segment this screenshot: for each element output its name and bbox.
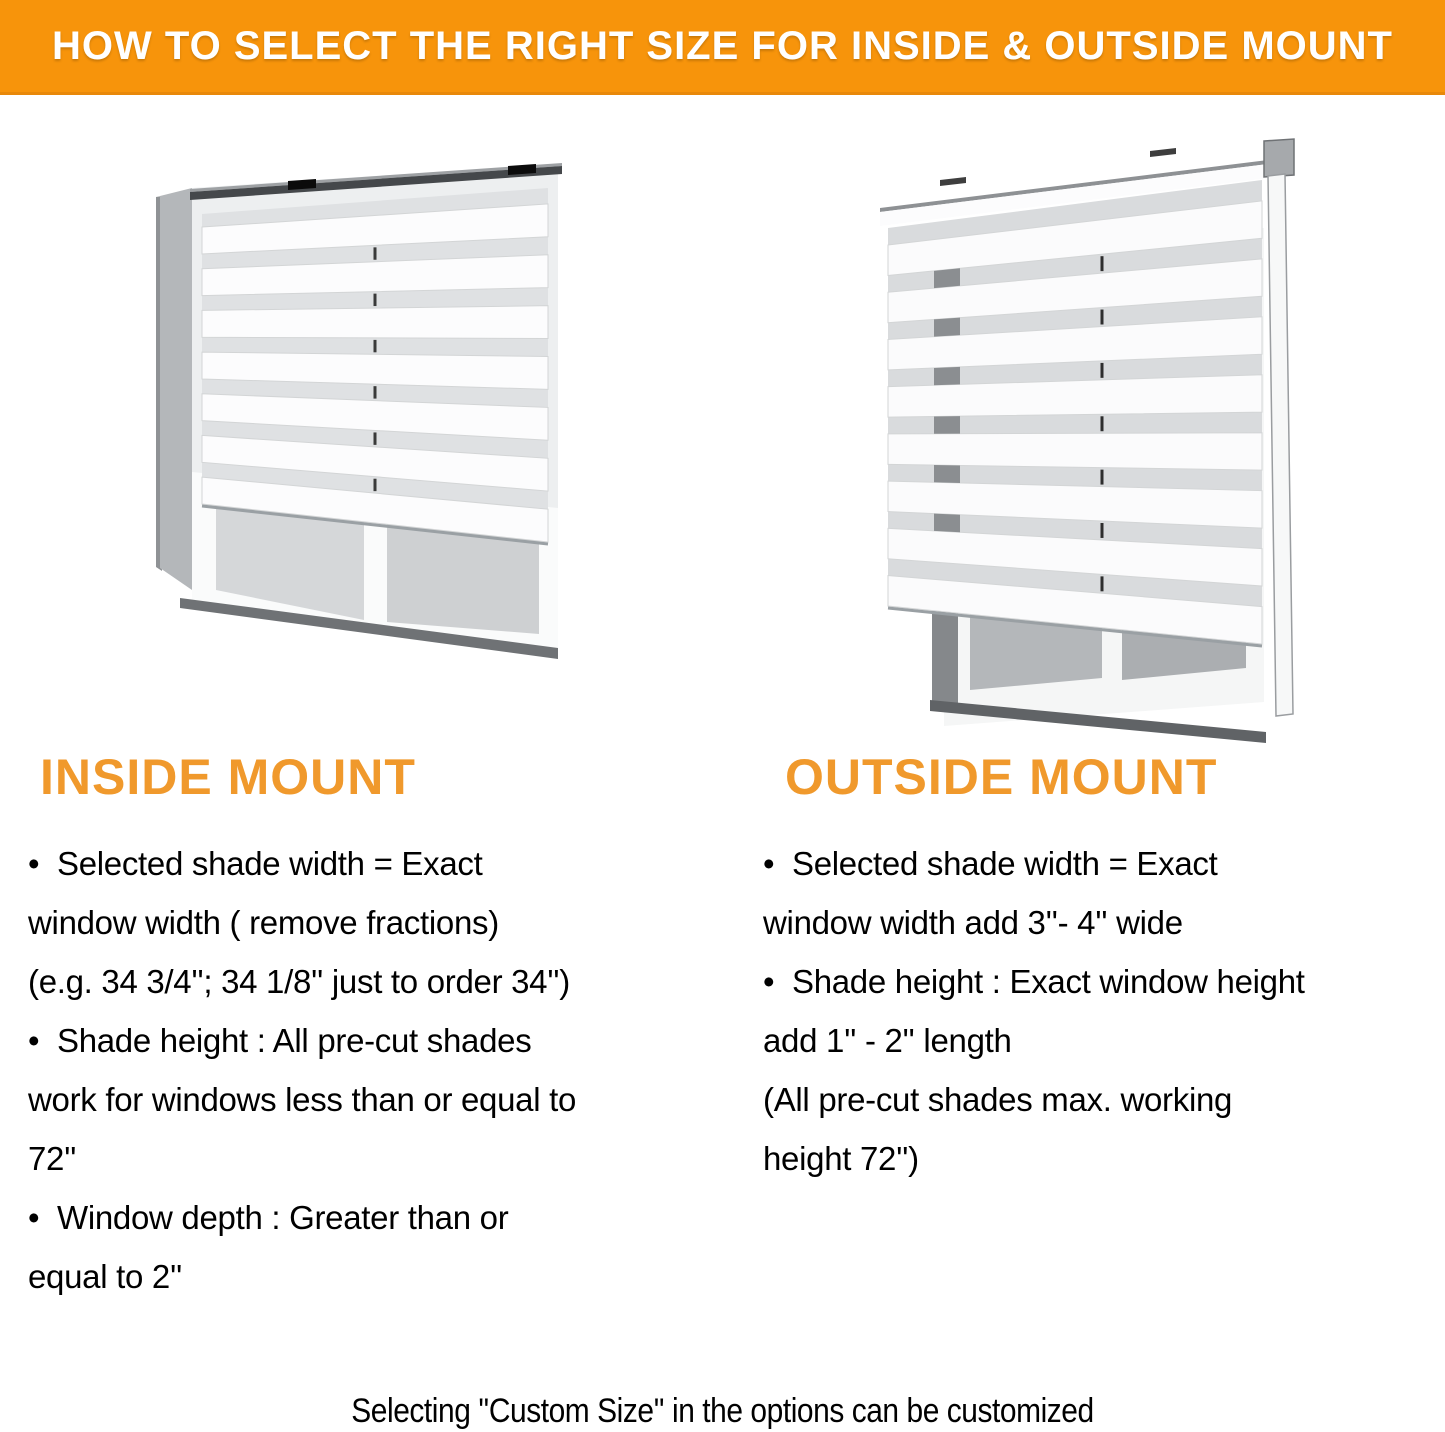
page-title: HOW TO SELECT THE RIGHT SIZE FOR INSIDE & OUTSIDE MOUNT	[52, 23, 1393, 68]
outside-mount-window-illustration	[852, 128, 1412, 748]
zebra-stripes	[202, 188, 548, 544]
text-line: height 72'')	[763, 1140, 919, 1177]
text-line: equal to 2''	[28, 1258, 182, 1295]
text-line: • Shade height : All pre-cut shades	[28, 1022, 532, 1059]
text-line: • Selected shade width = Exact	[763, 845, 1218, 882]
zebra-stripes	[888, 180, 1262, 646]
header-banner	[0, 0, 1445, 95]
text-line: work for windows less than or equal to	[28, 1081, 577, 1118]
text-line: • Shade height : Exact window height	[763, 963, 1305, 1000]
side-rail	[1268, 174, 1293, 716]
text-line: • Selected shade width = Exact	[28, 845, 483, 882]
inside-mount-window-illustration	[140, 152, 570, 692]
outside-mount-heading: OUTSIDE MOUNT	[785, 749, 1218, 805]
text-line: add 1'' - 2'' length	[763, 1022, 1012, 1059]
text-line: window width add 3''- 4'' wide	[763, 904, 1183, 941]
text-line: (e.g. 34 3/4''; 34 1/8'' just to order 34'')	[28, 963, 570, 1000]
inside-mount-instructions	[28, 845, 733, 1317]
text-line: • Window depth : Greater than or	[28, 1199, 509, 1236]
outside-mount-instructions	[763, 845, 1438, 1199]
text-line: 72''	[28, 1140, 77, 1177]
custom-size-note: Selecting ''Custom Size'' in the options can be customized	[351, 1392, 1094, 1430]
text-line: window width ( remove fractions)	[28, 904, 499, 941]
mount-bracket-icon	[1264, 139, 1294, 177]
text-line: (All pre-cut shades max. working	[763, 1081, 1233, 1118]
inside-mount-heading: INSIDE MOUNT	[40, 749, 416, 805]
